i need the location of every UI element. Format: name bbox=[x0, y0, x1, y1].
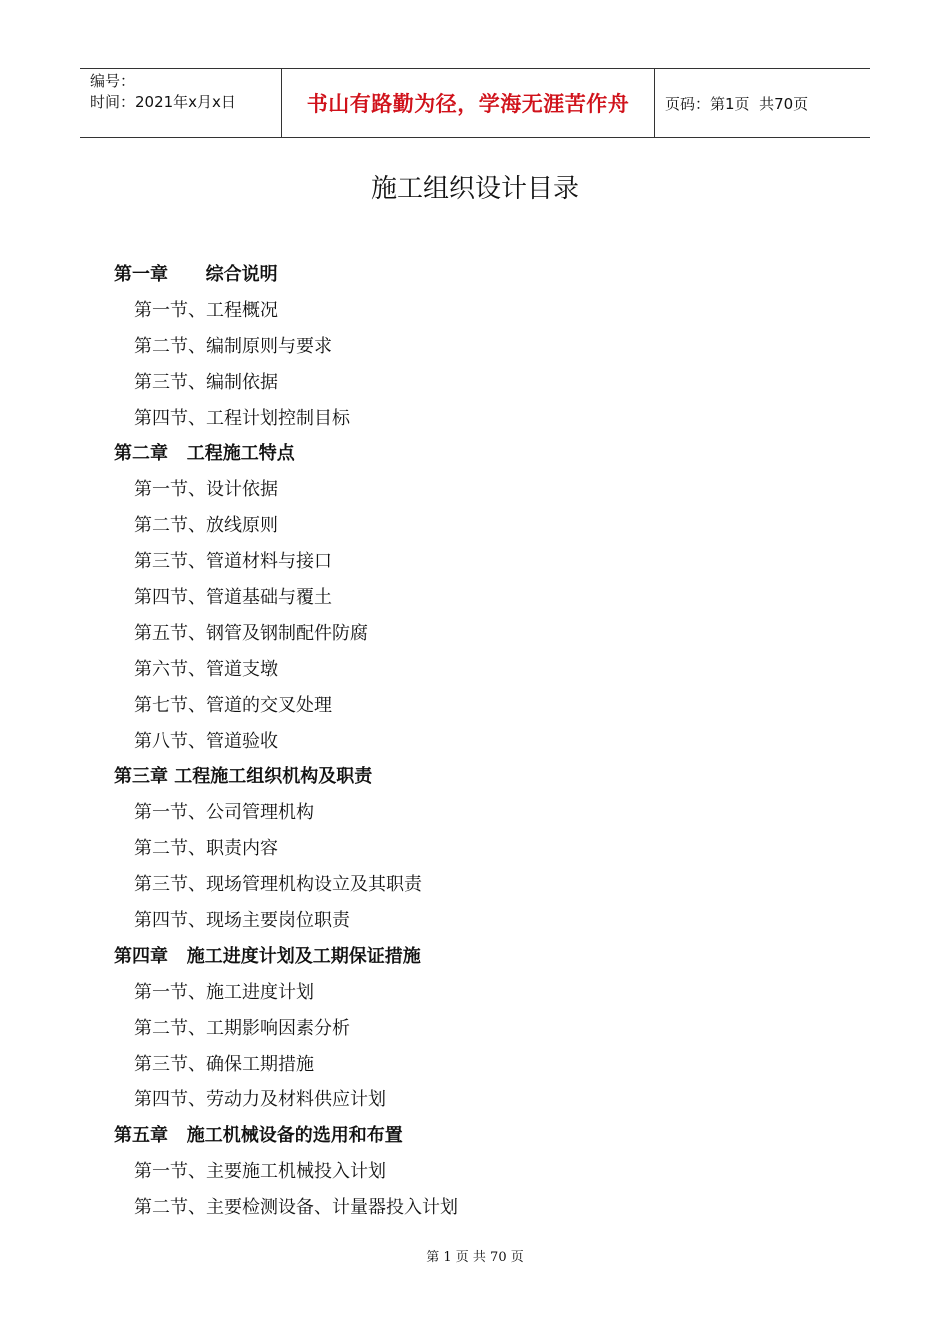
toc-section-item[interactable]: 第六节、管道支墩 bbox=[134, 658, 278, 680]
toc-chapter-item[interactable]: 第五章 施工机械设备的选用和布置 bbox=[114, 1125, 403, 1147]
toc-section-item[interactable]: 第四节、管道基础与覆土 bbox=[134, 586, 332, 608]
toc-chapter-item[interactable]: 第二章 工程施工特点 bbox=[114, 443, 295, 465]
toc-section-item[interactable]: 第三节、确保工期措施 bbox=[134, 1053, 314, 1075]
toc-section-item[interactable]: 第二节、放线原则 bbox=[134, 515, 278, 537]
page-info: 页码：第1页 共70页 bbox=[665, 94, 809, 113]
header-left-cell bbox=[80, 69, 282, 137]
toc-section-item[interactable]: 第七节、管道的交叉处理 bbox=[134, 694, 332, 716]
toc-section-item[interactable]: 第二节、编制原则与要求 bbox=[134, 335, 332, 357]
toc-section-item[interactable]: 第二节、工期影响因素分析 bbox=[134, 1017, 350, 1039]
document-title: 施工组织设计目录 bbox=[370, 174, 579, 204]
toc-section-item[interactable]: 第四节、工程计划控制目标 bbox=[134, 407, 350, 429]
time-label: 时间：2021年x月x日 bbox=[90, 93, 236, 111]
toc-section-item[interactable]: 第一节、工程概况 bbox=[134, 299, 278, 321]
table-of-contents bbox=[114, 255, 834, 1224]
toc-section-item[interactable]: 第一节、设计依据 bbox=[134, 479, 278, 501]
toc-section-item[interactable]: 第一节、公司管理机构 bbox=[134, 802, 314, 824]
toc-section-item[interactable]: 第三节、管道材料与接口 bbox=[134, 551, 332, 573]
toc-chapter-item[interactable]: 第三章 工程施工组织机构及职责 bbox=[114, 766, 373, 788]
header-table bbox=[80, 68, 870, 138]
toc-section-item[interactable]: 第二节、主要检测设备、计量器投入计划 bbox=[134, 1197, 458, 1219]
toc-chapter-item[interactable]: 第四章 施工进度计划及工期保证措施 bbox=[114, 945, 421, 967]
toc-section-item[interactable]: 第一节、主要施工机械投入计划 bbox=[134, 1161, 386, 1183]
header-slogan-cell bbox=[282, 69, 655, 137]
toc-section-item[interactable]: 第四节、现场主要岗位职责 bbox=[134, 909, 350, 931]
toc-chapter-item[interactable]: 第一章 综合说明 bbox=[114, 263, 278, 285]
number-label: 编号： bbox=[90, 72, 136, 90]
toc-section-item[interactable]: 第三节、现场管理机构设立及其职责 bbox=[134, 874, 422, 896]
toc-section-item[interactable]: 第八节、管道验收 bbox=[134, 730, 278, 752]
toc-section-item[interactable]: 第三节、编制依据 bbox=[134, 371, 278, 393]
slogan: 书山有路勤为径，学海无涯苦作舟 bbox=[306, 92, 630, 116]
toc-section-item[interactable]: 第四节、劳动力及材料供应计划 bbox=[134, 1089, 386, 1111]
toc-section-item[interactable]: 第一节、施工进度计划 bbox=[134, 981, 314, 1003]
toc-section-item[interactable]: 第二节、职责内容 bbox=[134, 838, 278, 860]
toc-section-item[interactable]: 第五节、钢管及钢制配件防腐 bbox=[134, 622, 368, 644]
page-footer: 第 1 页 共 70 页 bbox=[426, 1250, 524, 1265]
header-page-cell bbox=[655, 69, 870, 137]
